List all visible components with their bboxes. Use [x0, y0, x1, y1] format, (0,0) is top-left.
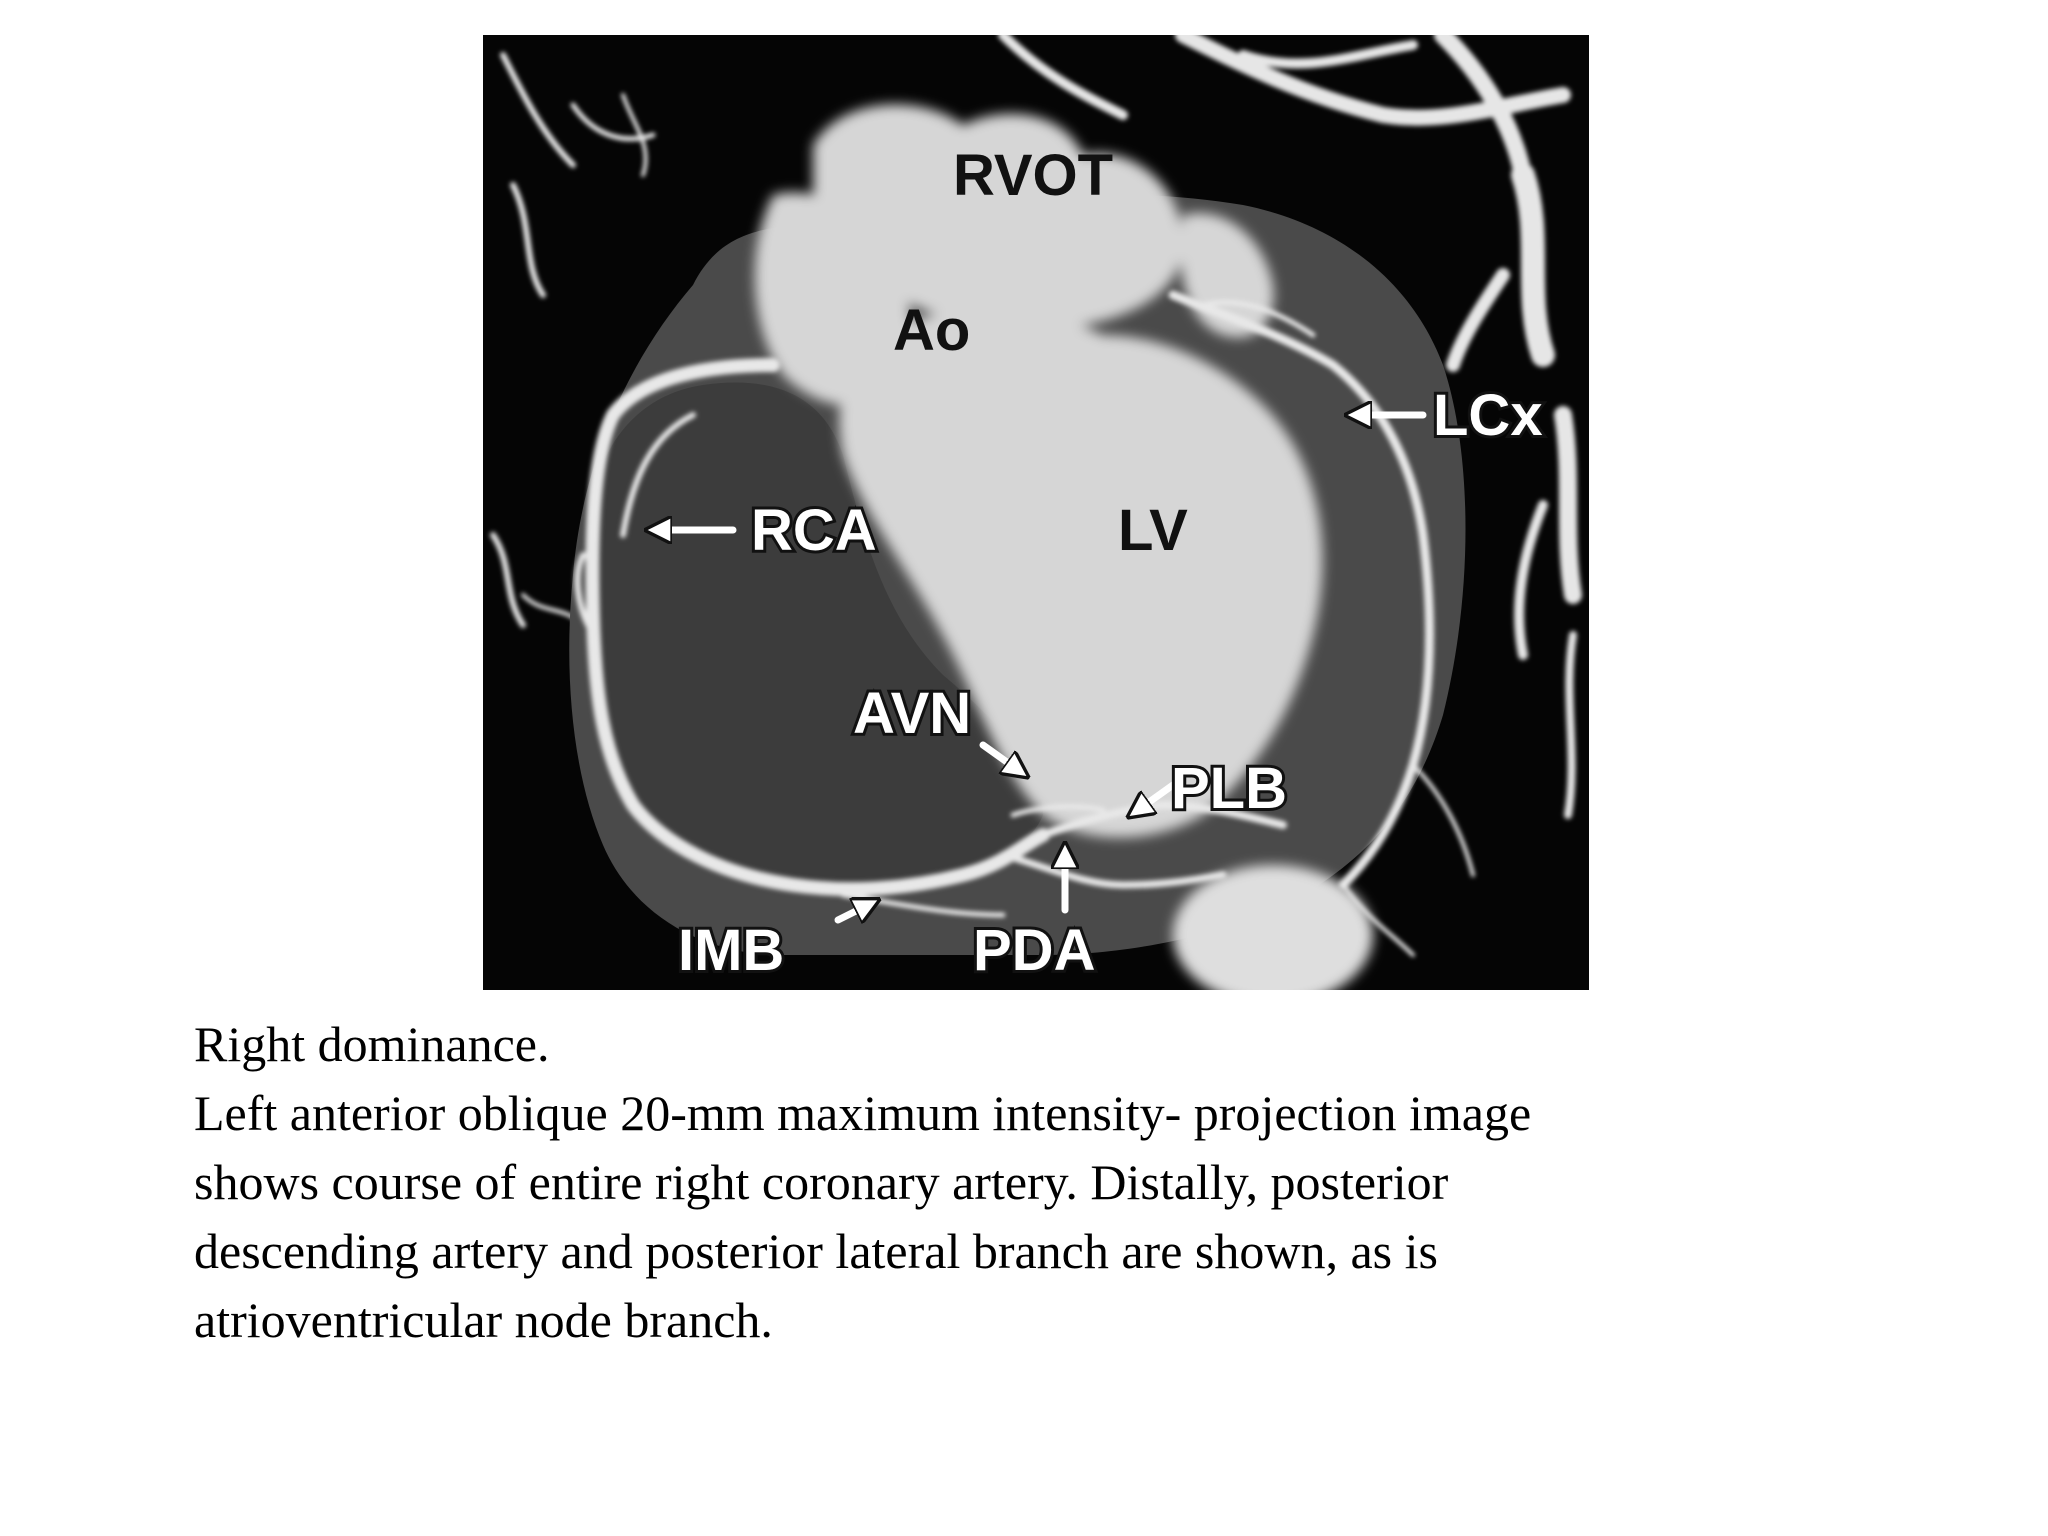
- label-lcx: LCx: [1433, 383, 1543, 448]
- label-avn: AVN: [853, 681, 972, 746]
- label-plb: PLB: [1171, 756, 1287, 821]
- figure-caption: [194, 1010, 1894, 1355]
- label-lv: LV: [1118, 498, 1188, 563]
- caption-line: shows course of entire right coronary artery. Distally, posterior: [194, 1154, 1449, 1210]
- caption-line: descending artery and posterior lateral branch are shown, as is: [194, 1223, 1438, 1279]
- label-imb: IMB: [678, 918, 785, 983]
- label-rca: RCA: [751, 498, 877, 563]
- ct-angiography-image: [483, 35, 1589, 990]
- label-ao: Ao: [893, 298, 971, 363]
- caption-line: Right dominance.: [194, 1016, 550, 1072]
- label-rvot: RVOT: [953, 143, 1114, 208]
- label-pda: PDA: [973, 918, 1096, 983]
- caption-line: atrioventricular node branch.: [194, 1292, 773, 1348]
- caption-line: Left anterior oblique 20-mm maximum intensity- projection image: [194, 1085, 1532, 1141]
